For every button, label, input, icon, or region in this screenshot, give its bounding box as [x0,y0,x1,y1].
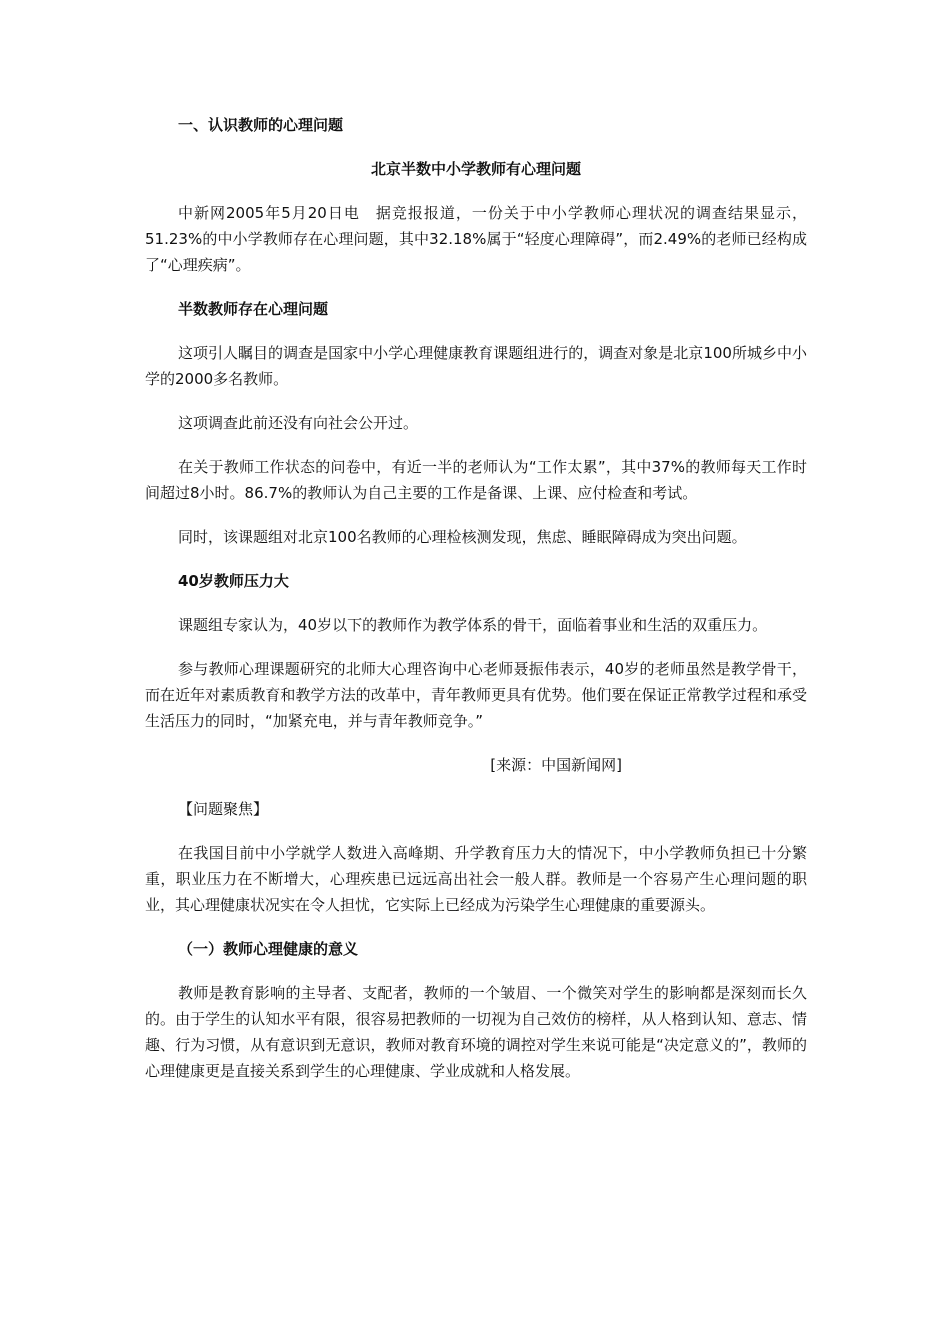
paragraph-survey: 这项引人瞩目的调查是国家中小学心理健康教育课题组进行的，调查对象是北京100所城乡中小学的2000多名教师。 [145,344,807,388]
problem-focus-label: 【问题聚焦】 [178,800,269,818]
paragraph-experts: 课题组专家认为，40岁以下的教师作为教学体系的骨干，面临着事业和生活的双重压力。 [178,616,768,634]
document-page [145,112,807,1102]
article-title: 北京半数中小学教师有心理问题 [370,160,581,178]
section-heading: 一、认识教师的心理问题 [178,116,344,134]
paragraph-nie-zhenwei: 参与教师心理课题研究的北师大心理咨询中心老师聂振伟表示，40岁的老师虽然是教学骨干，而在近年对素质教育和教学方法的改革中，青年教师更具有优势。他们要在保证正常教学过程和承受生活压力的同时，“加紧充电，并与青年教师竞争。” [145,660,807,730]
paragraph-anxiety: 同时，该课题组对北京100名教师的心理检核测发现，焦虑、睡眠障碍成为突出问题。 [178,528,747,546]
subheading-half-teachers: 半数教师存在心理问题 [178,300,329,318]
paragraph-meaning: 教师是教育影响的主导者、支配者，教师的一个皱眉、一个微笑对学生的影响都是深刻而长久的。由于学生的认知水平有限，很容易把教师的一切视为自己效仿的榜样，从人格到认知、意志、情趣、行为习惯，从有意识到无意识，教师对教育环境的调控对学生来说可能是“决定意义的”，教师的心理健康更是直接关系到学生的心理健康、学业成就和人格发展。 [145,984,807,1080]
paragraph-workload: 在关于教师工作状态的问卷中，有近一半的老师认为“工作太累”，其中37%的教师每天工作时间超过8小时。86.7%的教师认为自己主要的工作是备课、上课、应付检查和考试。 [145,458,807,502]
paragraph-unpublished: 这项调查此前还没有向社会公开过。 [178,414,419,432]
paragraph-problem-focus: 在我国目前中小学就学人数进入高峰期、升学教育压力大的情况下，中小学教师负担已十分繁重，职业压力在不断增大，心理疾患已远远高出社会一般人群。教师是一个容易产生心理问题的职业，其心理健康状况实在令人担忧，它实际上已经成为污染学生心理健康的重要源头。 [145,844,807,914]
subheading-40-years: 40岁教师压力大 [178,572,289,590]
subheading-meaning: （一）教师心理健康的意义 [178,940,359,958]
paragraph-intro: 中新网2005年5月20日电 据竞报报道，一份关于中小学教师心理状况的调查结果显示，51.23%的中小学教师存在心理问题，其中32.18%属于“轻度心理障碍”，而2.49%的老师已经构成了“心理疾病”。 [145,204,807,274]
source-citation: [来源：中国新闻网] [490,756,622,774]
